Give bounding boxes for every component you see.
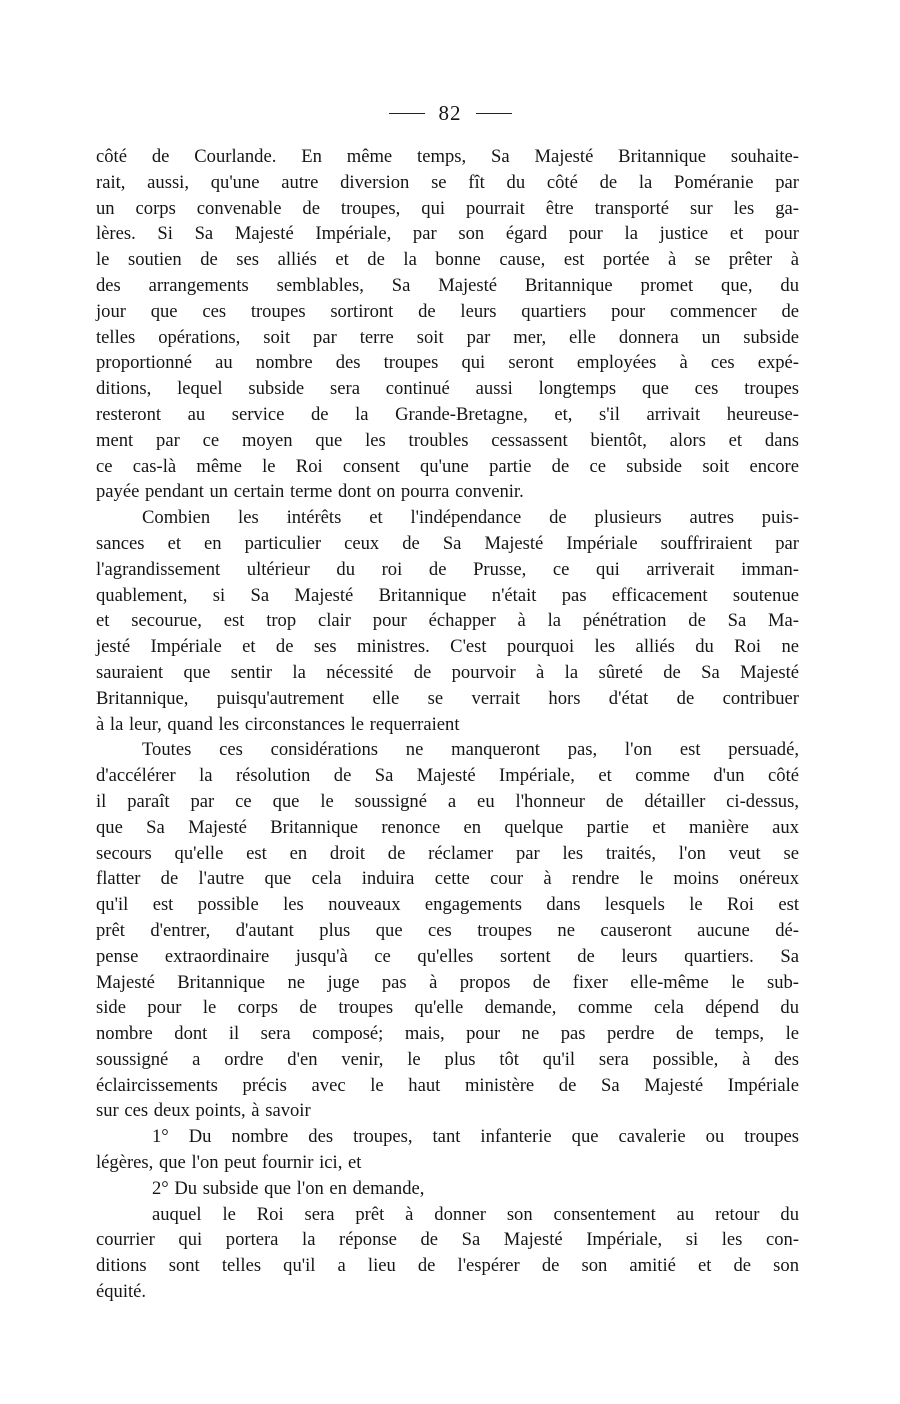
text-line: un corps convenable de troupes, qui pourrait être transporté sur les ga- — [96, 197, 799, 219]
text-line: quablement, si Sa Majesté Britannique n'était pas efficacement soutenue — [96, 584, 799, 606]
list-item-line: 1° Du nombre des troupes, tant infanterie que cavalerie ou troupes — [152, 1126, 799, 1148]
text-line: sur ces deux points, à savoir — [96, 1100, 311, 1122]
text-line: qu'il est possible les nouveaux engagements dans lesquels le Roi est — [96, 894, 799, 916]
text-line: ditions, lequel subside sera continué aussi longtemps que ces troupes — [96, 378, 799, 400]
text-line: ce cas-là même le Roi consent qu'une partie de ce subside soit encore — [96, 455, 799, 477]
body-text — [96, 144, 799, 1305]
text-line: payée pendant un certain terme dont on pourra convenir. — [96, 481, 524, 503]
paragraph-start-line: Combien les intérêts et l'indépendance de plusieurs autres puis- — [142, 507, 799, 529]
text-line: jesté Impériale et de ses ministres. C'est pourquoi les alliés du Roi ne — [96, 636, 799, 658]
page-number: 82 — [438, 101, 462, 125]
text-line: que Sa Majesté Britannique renonce en quelque partie et manière aux — [96, 816, 799, 838]
text-line: jour que ces troupes sortiront de leurs quartiers pour commencer de — [96, 300, 799, 322]
text-line: nombre dont il sera composé; mais, pour ne pas perdre de temps, le — [96, 1023, 799, 1045]
text-line: et secourue, est trop clair pour échapper à la pénétration de Sa Ma- — [96, 610, 799, 632]
text-line: équité. — [96, 1281, 147, 1303]
text-line: le soutien de ses alliés et de la bonne cause, est portée à se prêter à — [96, 249, 799, 271]
text-line: secours qu'elle est en droit de réclamer par les traités, l'on veut se — [96, 842, 799, 864]
text-line: ditions sont telles qu'il a lieu de l'espérer de son amitié et de son — [96, 1255, 799, 1277]
page-header — [0, 98, 900, 128]
header-dash-right — [476, 113, 512, 114]
text-line: resteront au service de la Grande-Bretagne, et, s'il arrivait heureuse- — [96, 403, 799, 425]
text-line: sauraient que sentir la nécessité de pourvoir à la sûreté de Sa Majesté — [96, 661, 799, 683]
text-line: sances et en particulier ceux de Sa Majesté Impériale souffriraient par — [96, 532, 799, 554]
text-line: d'accélérer la résolution de Sa Majesté Impériale, et comme d'un côté — [96, 765, 799, 787]
text-line: prêt d'entrer, d'autant plus que ces troupes ne causeront aucune dé- — [96, 919, 799, 941]
text-line: des arrangements semblables, Sa Majesté Britannique promet que, du — [96, 274, 799, 296]
header-dash-left — [389, 113, 425, 114]
text-line: pense extraordinaire jusqu'à ce qu'elles sortent de leurs quartiers. Sa — [96, 945, 799, 967]
text-line: auquel le Roi sera prêt à donner son consentement au retour du — [152, 1203, 799, 1225]
text-line: à la leur, quand les circonstances le requerraient — [96, 713, 460, 735]
text-line: il paraît par ce que le soussigné a eu l'honneur de détailler ci-dessus, — [96, 790, 799, 812]
text-line: flatter de l'autre que cela induira cette cour à rendre le moins onéreux — [96, 868, 799, 890]
text-line: proportionné au nombre des troupes qui seront employées à ces expé- — [96, 352, 799, 374]
text-line: Britannique, puisqu'autrement elle se verrait hors d'état de contribuer — [96, 687, 799, 709]
list-item-line: 2° Du subside que l'on en demande, — [152, 1177, 425, 1199]
text-line: l'agrandissement ultérieur du roi de Prusse, ce qui arriverait imman- — [96, 558, 799, 580]
text-line: lères. Si Sa Majesté Impériale, par son égard pour la justice et pour — [96, 223, 799, 245]
text-line: légères, que l'on peut fournir ici, et — [96, 1152, 362, 1174]
text-line: Majesté Britannique ne juge pas à propos de fixer elle-même le sub- — [96, 971, 799, 993]
text-line: soussigné a ordre d'en venir, le plus tôt qu'il sera possible, à des — [96, 1048, 799, 1070]
text-line: ment par ce moyen que les troubles cessassent bientôt, alors et dans — [96, 429, 799, 451]
text-line: côté de Courlande. En même temps, Sa Majesté Britannique souhaite- — [96, 146, 799, 167]
paragraph-start-line: Toutes ces considérations ne manqueront pas, l'on est persuadé, — [142, 739, 799, 761]
text-line: éclaircissements précis avec le haut ministère de Sa Majesté Impériale — [96, 1074, 799, 1096]
text-line: telles opérations, soit par terre soit par mer, elle donnera un subside — [96, 326, 799, 348]
text-line: rait, aussi, qu'une autre diversion se fît du côté de la Poméranie par — [96, 171, 799, 193]
text-line: side pour le corps de troupes qu'elle demande, comme cela dépend du — [96, 997, 799, 1019]
text-line: courrier qui portera la réponse de Sa Majesté Impériale, si les con- — [96, 1229, 799, 1251]
